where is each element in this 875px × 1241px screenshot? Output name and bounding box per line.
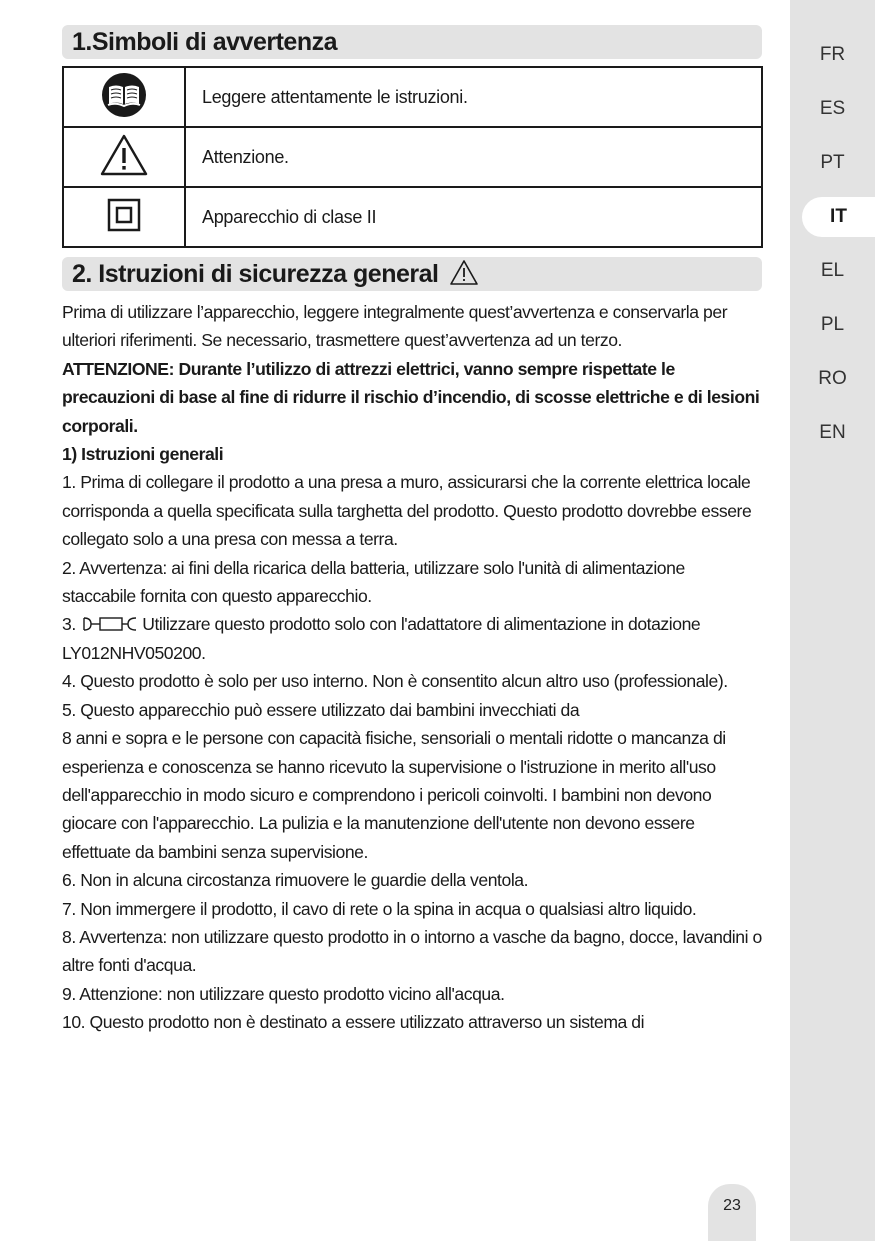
language-tab-el[interactable]: EL	[820, 260, 845, 281]
symbol-cell	[63, 127, 185, 187]
section-2-title: 2. Istruzioni di sicurezza general	[72, 260, 439, 288]
list-item: 8. Avvertenza: non utilizzare questo prodotto in o intorno a vasche da bagno, docce, lavandini o altre fonti d'acqua.	[62, 926, 762, 976]
list-item: 2. Avvertenza: ai fini della ricarica della batteria, utilizzare solo l'unità di alimentazione staccabile fornita con questo apparecchio.	[62, 557, 685, 607]
language-tab-es[interactable]: ES	[819, 98, 846, 119]
general-warning: ATTENZIONE: Durante l’utilizzo di attrezzi elettrici, vanno sempre rispettate le precauzioni di base al fine di ridurre il rischio d’incendio, di scosse elettriche e di lesioni corporali.	[62, 358, 760, 436]
language-tab-fr[interactable]: FR	[819, 44, 846, 65]
list-item: 1. Prima di collegare il prodotto a una presa a muro, assicurarsi che la corrente elettrica locale corrisponda a quella specificata sulla targhetta del prodotto. Questo prodotto dovrebbe essere collegato solo a una presa con messa a terra.	[62, 472, 752, 550]
list-item	[62, 610, 762, 667]
list-item: 5. Questo apparecchio può essere utilizzato dai bambini invecchiati da	[62, 699, 580, 720]
list-item: 6. Non in alcuna circostanza rimuovere le guardie della ventola.	[62, 870, 529, 891]
list-item: 7. Non immergere il prodotto, il cavo di rete o la spina in acqua o qualsiasi altro liquido.	[62, 898, 697, 919]
section-2-heading	[62, 257, 762, 291]
section-1-title: 1.Simboli di avvertenza	[72, 28, 337, 56]
warning-triangle-icon	[449, 259, 479, 286]
table-row	[63, 127, 762, 187]
symbol-description: Apparecchio di clase II	[185, 187, 762, 247]
section-1-heading	[62, 25, 762, 59]
language-sidebar	[790, 0, 875, 1241]
symbol-cell	[63, 67, 185, 127]
warning-triangle-icon	[99, 133, 149, 177]
list-item-continued: 8 anni e sopra e le persone con capacità fisiche, sensoriali o mentali ridotte o mancanza di esperienza e conoscenza se hanno ricevuto la supervisione o l'istruzione in merito all'uso dell'apparecchio in modo sicuro e comprendono i pericoli coinvolti. I bambini non devono giocare con l'apparecchio. La pulizia e la manutenzione dell'utente non devono essere effettuate da bambini senza supervisione.	[62, 728, 726, 862]
book-icon	[100, 71, 148, 119]
language-tab-it[interactable]: IT	[802, 197, 875, 237]
list-item: 4. Questo prodotto è solo per uso interno. Non è consentito alcun altro uso (professionale).	[62, 671, 728, 692]
intro-paragraph: Prima di utilizzare l’apparecchio, leggere integralmente quest’avvertenza e conservarla per ulteriori riferimenti. Se necessario, trasmettere quest’avvertenza ad un terzo.	[62, 302, 728, 351]
language-tab-ro[interactable]: RO	[818, 368, 847, 389]
safety-instructions	[62, 298, 762, 1037]
language-tab-en[interactable]: EN	[819, 422, 846, 443]
subsection-heading: 1) Istruzioni generali	[62, 444, 224, 465]
list-item-text: Utilizzare questo prodotto solo con l'adattatore di alimentazione in dotazione LY012NHV050200.	[62, 614, 701, 663]
double-square-icon	[107, 198, 141, 232]
power-adapter-icon	[82, 615, 140, 633]
table-row	[63, 187, 762, 247]
page-number: 23	[708, 1184, 756, 1241]
list-item-number: 3.	[62, 614, 76, 635]
language-tab-pl[interactable]: PL	[820, 314, 845, 335]
table-row	[63, 67, 762, 127]
symbol-description: Attenzione.	[185, 127, 762, 187]
language-tab-pt[interactable]: PT	[820, 152, 845, 173]
warning-symbols-table	[62, 66, 763, 248]
symbol-description: Leggere attentamente le istruzioni.	[185, 67, 762, 127]
symbol-cell	[63, 187, 185, 247]
list-item: 10. Questo prodotto non è destinato a essere utilizzato attraverso un sistema di	[62, 1012, 645, 1033]
list-item: 9. Attenzione: non utilizzare questo prodotto vicino all'acqua.	[62, 983, 505, 1004]
